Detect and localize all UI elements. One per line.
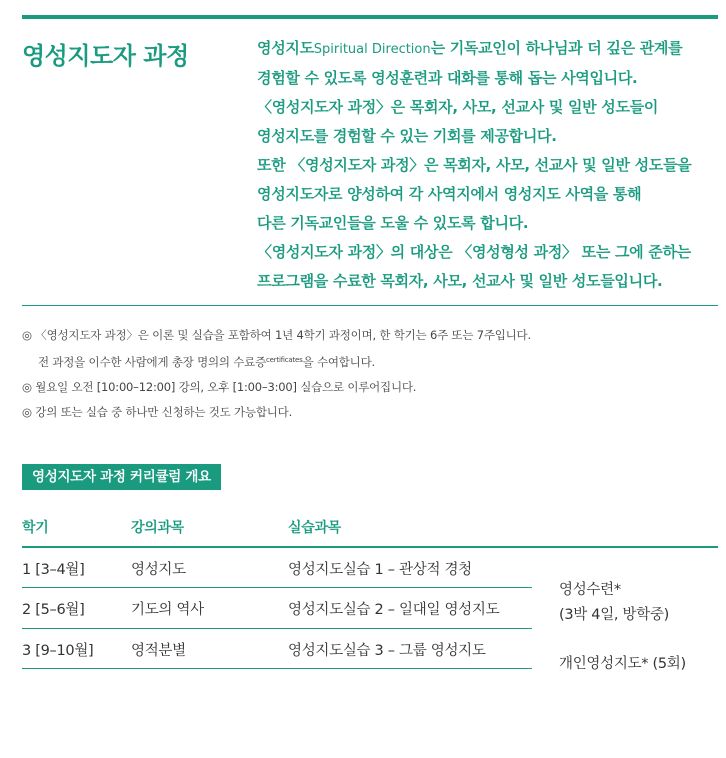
intro-line: 다른 기독교인들을 도울 수 있도록 합니다. — [257, 214, 529, 232]
lecture-cell: 영성지도 — [131, 562, 186, 578]
intro-line: 〈영성지도자 과정〉의 대상은 〈영성형성 과정〉 또는 그에 준하는 — [257, 243, 691, 261]
intro-line: 프로그램을 수료한 목회자, 사모, 선교사 및 일반 성도들입니다. — [257, 272, 663, 290]
retreat-note-detail: (3박 4일, 방학중) — [559, 607, 670, 623]
note-item: ◎ 〈영성지도자 과정〉은 이론 및 실습을 포함하여 1년 4학기 과정이며, 한 학기는 6주 또는 7주입니다. — [22, 328, 531, 342]
semester-cell: 1 [3–4월] — [22, 562, 85, 578]
intro-line: 영성지도자로 양성하여 각 사역지에서 영성지도 사역을 통해 — [257, 185, 642, 203]
semester-cell: 2 [5–6월] — [22, 602, 85, 618]
practice-cell: 영성지도실습 1 – 관상적 경청 — [288, 562, 472, 578]
note-text: 을 수여합니다. — [302, 355, 375, 369]
note-text: 전 과정을 이수한 사람에게 총장 명의의 수료증 — [38, 355, 267, 369]
notes-list — [22, 323, 718, 425]
row-divider — [22, 587, 532, 588]
curriculum-section-title: 영성지도자 과정 커리큘럼 개요 — [22, 464, 221, 490]
column-header-semester: 학기 — [22, 520, 49, 536]
intro-line: 영성지도를 경험할 수 있는 기회를 제공합니다. — [257, 127, 557, 145]
note-superscript: certificates — [266, 356, 303, 364]
table-header-divider — [22, 546, 718, 548]
intro-text: 영성지도 — [257, 39, 314, 57]
column-header-practice: 실습과목 — [288, 520, 341, 536]
intro-paragraph — [257, 34, 717, 296]
page-title: 영성지도자 과정 — [22, 42, 189, 70]
intro-latin-term: Spiritual Direction — [313, 42, 431, 57]
lecture-cell: 기도의 역사 — [131, 602, 204, 618]
column-header-lecture: 강의과목 — [131, 520, 184, 536]
lecture-cell: 영적분별 — [131, 643, 186, 659]
note-item — [22, 348, 718, 375]
practice-cell: 영성지도실습 3 – 그룹 영성지도 — [288, 643, 486, 659]
personal-direction-note: 개인영성지도* (5회) — [559, 656, 686, 672]
retreat-note-title: 영성수련* — [559, 582, 621, 598]
intro-line — [257, 34, 717, 64]
note-item: ◎ 강의 또는 실습 중 하나만 신청하는 것도 가능합니다. — [22, 405, 293, 419]
section-divider — [22, 305, 718, 306]
top-divider — [22, 15, 718, 19]
intro-line: 또한 〈영성지도자 과정〉은 목회자, 사모, 선교사 및 일반 성도들을 — [257, 156, 692, 174]
intro-line: 〈영성지도자 과정〉은 목회자, 사모, 선교사 및 일반 성도들이 — [257, 98, 659, 116]
intro-text: 는 기독교인이 하나님과 더 깊은 관계를 — [430, 39, 683, 57]
note-item: ◎ 월요일 오전 [10:00–12:00] 강의, 오후 [1:00–3:00] 실습으로 이루어집니다. — [22, 380, 417, 394]
semester-cell: 3 [9–10월] — [22, 643, 94, 659]
practice-cell: 영성지도실습 2 – 일대일 영성지도 — [288, 602, 500, 618]
intro-line: 경험할 수 있도록 영성훈련과 대화를 통해 돕는 사역입니다. — [257, 69, 638, 87]
row-divider — [22, 628, 532, 629]
row-divider — [22, 668, 532, 669]
